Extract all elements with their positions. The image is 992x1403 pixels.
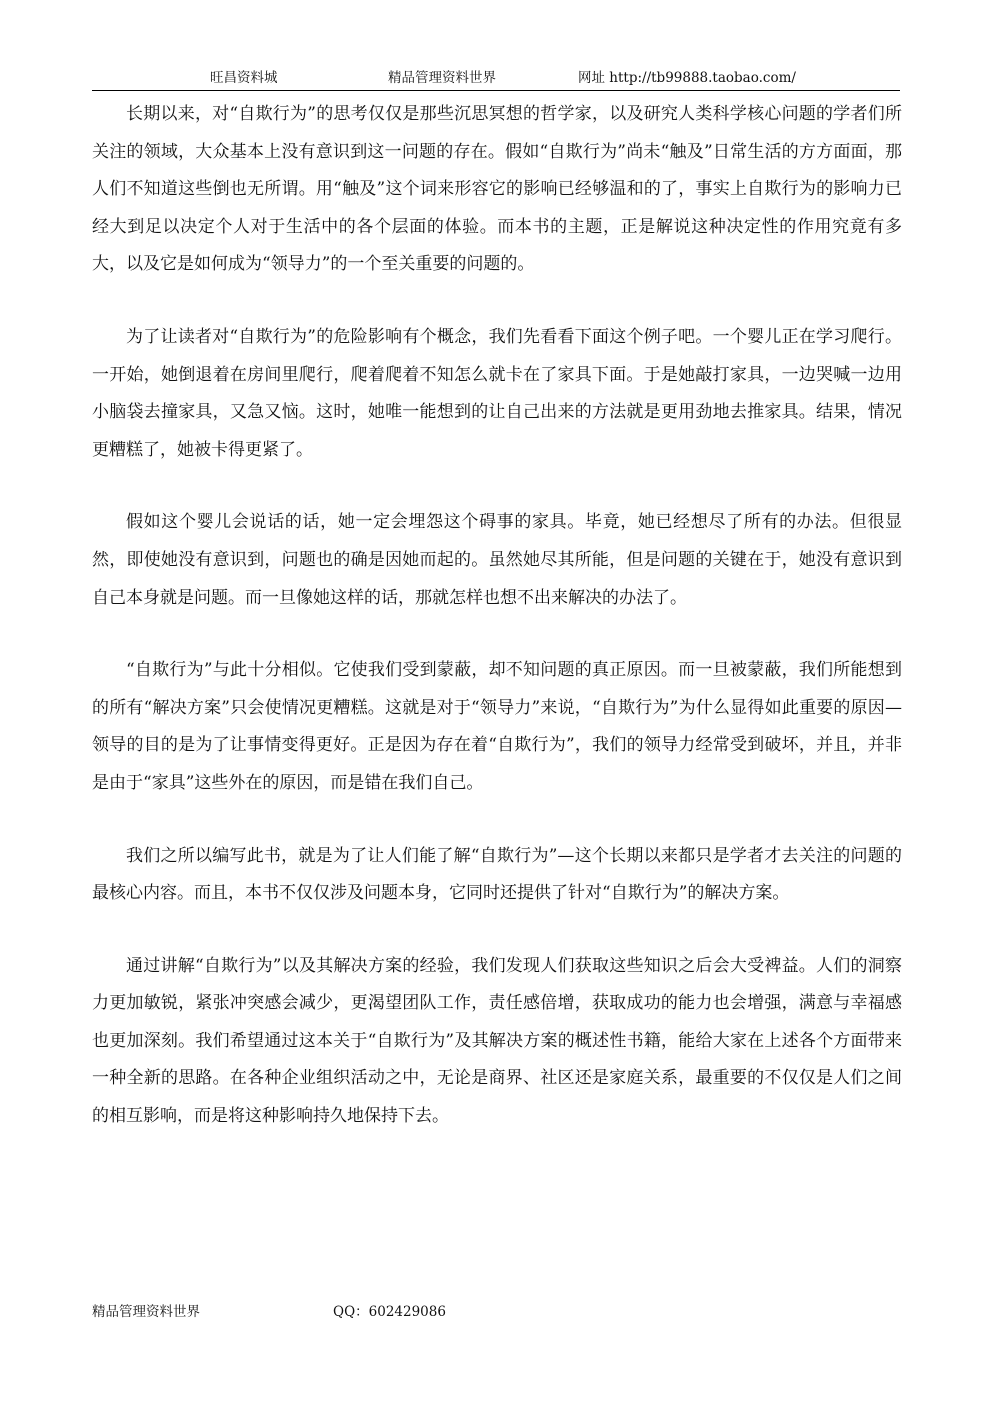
footer-qq: QQ：602429086 [333,1304,446,1320]
footer-site-name: 精品管理资料世界 [92,1304,200,1320]
paragraph-3: 假如这个婴儿会说话的话，她一定会埋怨这个碍事的家具。毕竟，她已经想尽了所有的办法。但很显然，即使她没有意识到，问题也的确是因她而起的。虽然她尽其所能，但是问题的关键在于，她没有意识到自己本身就是问题。而一旦像她这样的话，那就怎样也想不出来解决的办法了。 [92,512,902,608]
header-url: 网址 http://tb99888.taobao.com/ [578,70,796,86]
page-footer [92,1300,900,1324]
paragraph-4: “自欺行为”与此十分相似。它使我们受到蒙蔽，却不知问题的真正原因。而一旦被蒙蔽，我们所能想到的所有“解决方案”只会使情况更糟糕。这就是对于“领导力”来说，“自欺行为”为什么显得如此重要的原因—领导的目的是为了让事情变得更好。正是因为存在着“自欺行为”，我们的领导力经常受到破坏，并且，并非是由于“家具”这些外在的原因，而是错在我们自己。 [92,660,902,793]
paragraph-2: 为了让读者对“自欺行为”的危险影响有个概念，我们先看看下面这个例子吧。一个婴儿正在学习爬行。一开始，她倒退着在房间里爬行，爬着爬着不知怎么就卡在了家具下面。于是她敲打家具，一边哭喊一边用小脑袋去撞家具，又急又恼。这时，她唯一能想到的让自己出来的方法就是更用劲地去推家具。结果，情况更糟糕了，她被卡得更紧了。 [92,326,902,460]
paragraph-6: 通过讲解“自欺行为”以及其解决方案的经验，我们发现人们获取这些知识之后会大受裨益。人们的洞察力更加敏锐，紧张冲突感会减少，更渴望团队工作，责任感倍增，获取成功的能力也会增强，满意与幸福感也更加深刻。我们希望通过这本关于“自欺行为”及其解决方案的概述性书籍，能给大家在上述各个方面带来一种全新的思路。在各种企业组织活动之中，无论是商界、社区还是家庭关系，最重要的不仅仅是人们之间的相互影响，而是将这种影响持久地保持下去。 [92,955,902,1127]
header-site-name: 旺昌资料城 [210,70,278,86]
document-body [92,96,902,1171]
header-slogan: 精品管理资料世界 [388,70,496,86]
paragraph-5: 我们之所以编写此书，就是为了让人们能了解“自欺行为”—这个长期以来都只是学者才去关注的问题的最核心内容。而且，本书不仅仅涉及问题本身，它同时还提供了针对“自欺行为”的解决方案。 [92,845,902,904]
paragraph-1: 长期以来，对“自欺行为”的思考仅仅是那些沉思冥想的哲学家，以及研究人类科学核心问题的学者们所关注的领域，大众基本上没有意识到这一问题的存在。假如“自欺行为”尚未“触及”日常生活的方方面面，那人们不知道这些倒也无所谓。用“触及”这个词来形容它的影响已经够温和的了，事实上自欺行为的影响力已经大到足以决定个人对于生活中的各个层面的体验。而本书的主题，正是解说这种决定性的作用究竟有多大，以及它是如何成为“领导力”的一个至关重要的问题的。 [92,104,902,275]
page-header [92,66,900,91]
